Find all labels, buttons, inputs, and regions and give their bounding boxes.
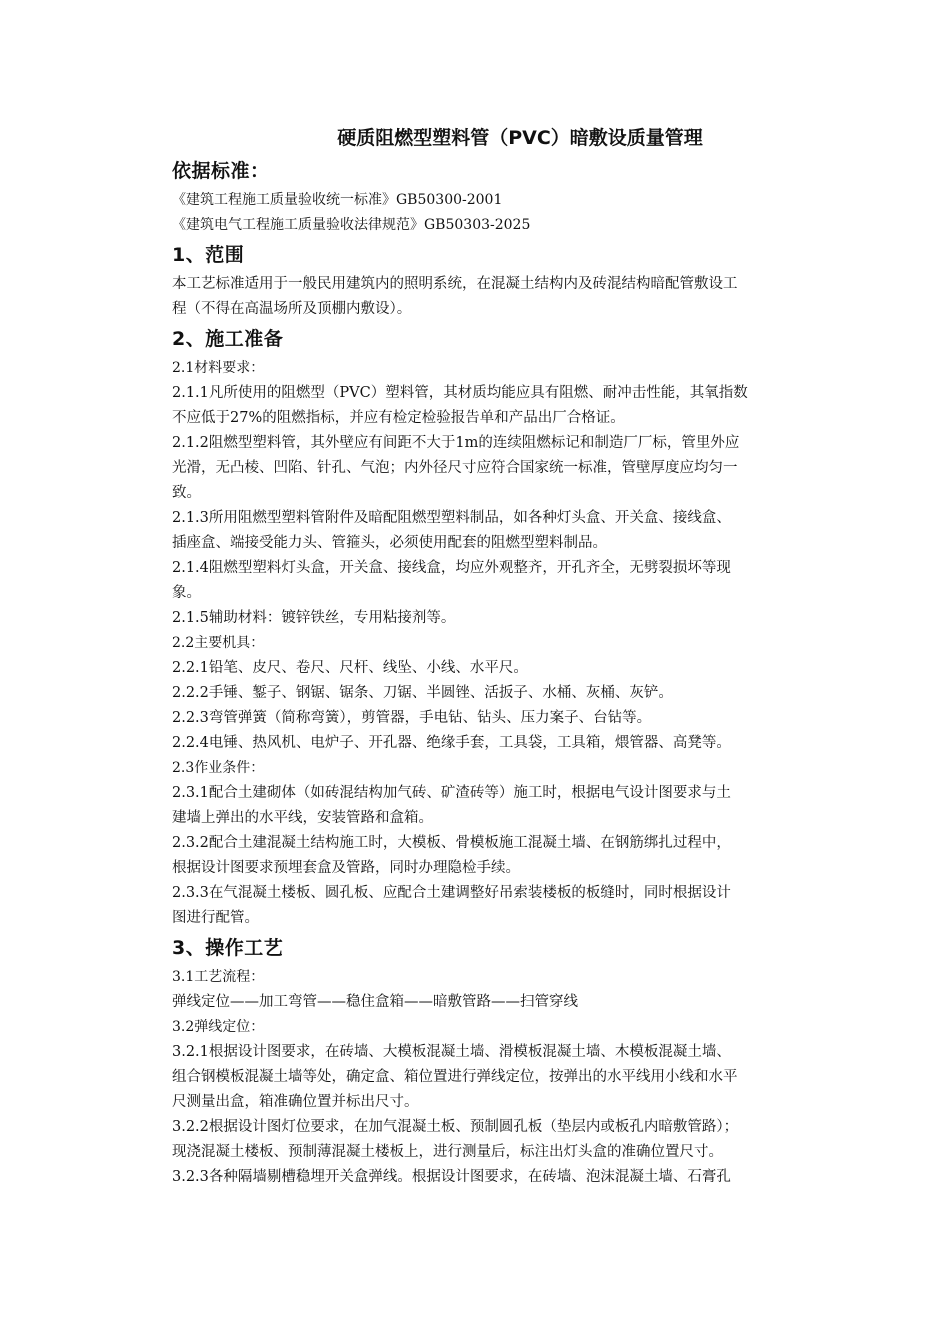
paragraph-line: 2.2主要机具： bbox=[172, 635, 265, 651]
paragraph-line: 2.1.5辅助材料：镀锌铁丝，专用粘接剂等。 bbox=[172, 610, 456, 626]
document-content bbox=[172, 122, 844, 1190]
paragraph-line: 2.3作业条件： bbox=[172, 760, 265, 776]
paragraph-line: 2.3.2配合土建混凝土结构施工时，大模板、骨模板施工混凝土墙、在钢筋绑扎过程中， bbox=[172, 835, 731, 851]
section-1-heading: 1、范围 bbox=[172, 244, 245, 266]
basis-refs bbox=[172, 188, 844, 238]
paragraph-line: 2.1材料要求： bbox=[172, 360, 265, 376]
paragraph-line: 光滑，无凸棱、凹陷、针孔、气泡；内外径尺寸应符合国家统一标准，管壁厚度应均匀一 bbox=[172, 460, 738, 476]
paragraph-line: 3.2弹线定位： bbox=[172, 1019, 265, 1035]
basis-ref-1: 《建筑工程施工质量验收统一标准》GB50300-2001 bbox=[172, 192, 503, 208]
paragraph-line: 尺测量出盒，箱准确位置并标出尺寸。 bbox=[172, 1094, 419, 1110]
section-3-heading: 3、操作工艺 bbox=[172, 937, 284, 959]
paragraph-line: 2.3.1配合土建砌体（如砖混结构加气砖、矿渣砖等）施工时，根据电气设计图要求与土 bbox=[172, 785, 731, 801]
paragraph-line: 3.2.2根据设计图灯位要求，在加气混凝土板、预制圆孔板（垫层内或板孔内暗敷管路）； bbox=[172, 1119, 739, 1135]
paragraph-line: 2.1.3所用阻燃型塑料管附件及暗配阻燃型塑料制品，如各种灯头盒、开关盒、接线盒、 bbox=[172, 510, 731, 526]
section-3-body bbox=[172, 965, 844, 1190]
paragraph-line: 建墙上弹出的水平线，安装管路和盒箱。 bbox=[172, 810, 433, 826]
paragraph-line: 致。 bbox=[172, 485, 201, 501]
section-2-body bbox=[172, 356, 844, 931]
paragraph-line: 2.1.1凡所使用的阻燃型（PVC）塑料管，其材质均能应具有阻燃、耐冲击性能，其氧指数 bbox=[172, 385, 748, 401]
paragraph-line: 弹线定位——加工弯管——稳住盒箱——暗敷管路——扫管穿线 bbox=[172, 994, 578, 1010]
paragraph-line: 2.3.3在气混凝土楼板、圆孔板、应配合土建调整好吊索装楼板的板缝时，同时根据设计 bbox=[172, 885, 731, 901]
paragraph-line: 3.2.3各种隔墙剔槽稳埋开关盒弹线。根据设计图要求，在砖墙、泡沫混凝土墙、石膏孔 bbox=[172, 1169, 731, 1185]
section-2-heading: 2、施工准备 bbox=[172, 328, 284, 350]
basis-ref-2: 《建筑电气工程施工质量验收法律规范》GB50303-2025 bbox=[172, 217, 531, 233]
basis-heading: 依据标准： bbox=[172, 160, 270, 182]
paragraph-line: 2.1.4阻燃型塑料灯头盒，开关盒、接线盒，均应外观整齐，开孔齐全，无劈裂损坏等现 bbox=[172, 560, 731, 576]
paragraph-line: 象。 bbox=[172, 585, 201, 601]
section-1-body bbox=[172, 272, 844, 322]
paragraph-line: 现浇混凝土楼板、预制薄混凝土楼板上，进行测量后，标注出灯头盒的准确位置尺寸。 bbox=[172, 1144, 723, 1160]
paragraph-line: 3.2.1根据设计图要求，在砖墙、大模板混凝土墙、滑模板混凝土墙、木模板混凝土墙、 bbox=[172, 1044, 731, 1060]
paragraph-line: 2.2.4电锤、热风机、电炉子、开孔器、绝缘手套，工具袋，工具箱，煨管器、高凳等。 bbox=[172, 735, 731, 751]
document-title: 硬质阻燃型塑料管（PVC）暗敷设质量管理 bbox=[337, 127, 703, 149]
paragraph-line: 3.1工艺流程： bbox=[172, 969, 265, 985]
paragraph-line: 图进行配管。 bbox=[172, 910, 259, 926]
paragraph-line: 程（不得在高温场所及顶棚内敷设）。 bbox=[172, 301, 412, 317]
paragraph-line: 2.2.2手锤、錾子、钢锯、锯条、刀锯、半圆锉、活扳子、水桶、灰桶、灰铲。 bbox=[172, 685, 673, 701]
paragraph-line: 不应低于27%的阻燃指标，并应有检定检验报告单和产品出厂合格证。 bbox=[172, 410, 625, 426]
paragraph-line: 2.2.3弯管弹簧（简称弯簧），剪管器，手电钻、钻头、压力案子、台钻等。 bbox=[172, 710, 652, 726]
paragraph-line: 2.1.2阻燃型塑料管，其外壁应有间距不大于1m的连续阻燃标记和制造厂厂标，管里外应 bbox=[172, 435, 740, 451]
paragraph-line: 2.2.1铅笔、皮尺、卷尺、尺杆、线坠、小线、水平尺。 bbox=[172, 660, 528, 676]
paragraph-line: 本工艺标准适用于一般民用建筑内的照明系统，在混凝土结构内及砖混结构暗配管敷设工 bbox=[172, 276, 738, 292]
paragraph-line: 根据设计图要求预埋套盒及管路，同时办理隐检手续。 bbox=[172, 860, 520, 876]
paragraph-line: 组合钢模板混凝土墙等处，确定盒、箱位置进行弹线定位，按弹出的水平线用小线和水平 bbox=[172, 1069, 738, 1085]
paragraph-line: 插座盒、端接受能力头、管箍头，必须使用配套的阻燃型塑料制品。 bbox=[172, 535, 607, 551]
